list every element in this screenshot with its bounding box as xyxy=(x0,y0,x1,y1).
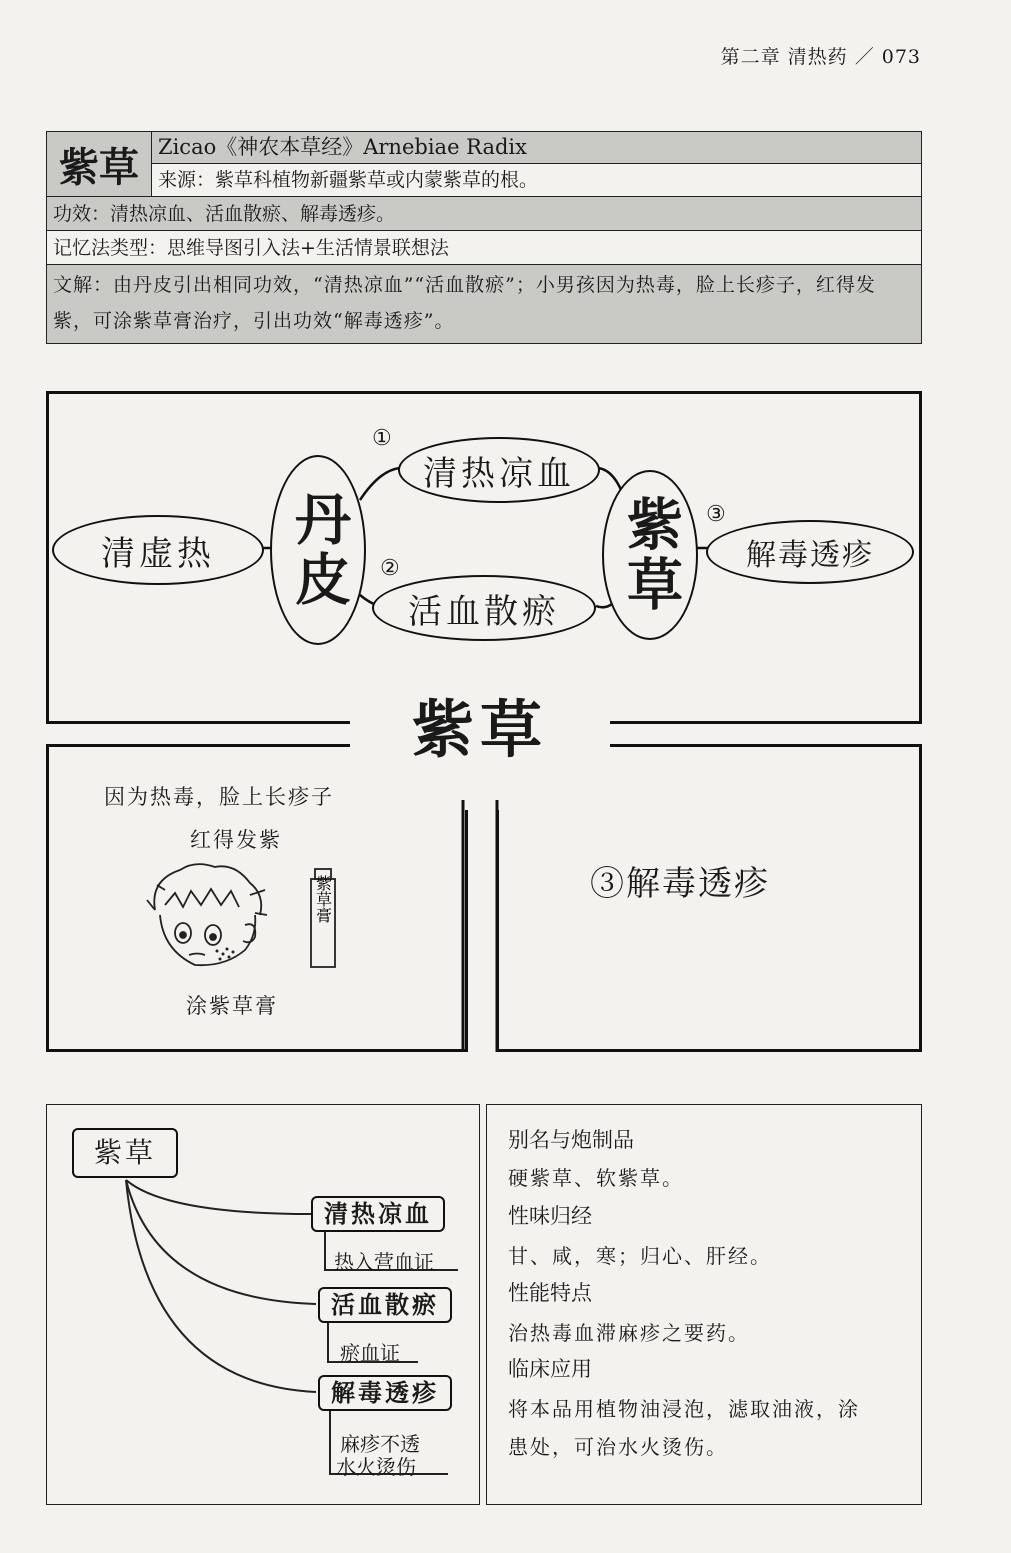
node-activate-blood: 活血散瘀 xyxy=(372,575,596,641)
ointment-tube-icon xyxy=(311,869,335,967)
note-body-clinical-1: 将本品用植物油浸泡，滤取油液，涂 xyxy=(508,1397,860,1421)
boy-with-ointment-illustration xyxy=(125,855,355,985)
efficacy-row: 功效：清热凉血、活血散瘀、解毒透疹。 xyxy=(47,196,921,230)
explanation-row: 文解：由丹皮引出相同功效，“清热凉血”“活血散瘀”；小男孩因为热毒，脸上长疹子，红得发紫，可涂紫草膏治疗，引出功效“解毒透疹”。 xyxy=(47,264,921,343)
node-danpi: 丹皮 xyxy=(270,455,366,645)
note-body-characteristics: 治热毒血滞麻疹之要药。 xyxy=(508,1321,750,1345)
tree-branch-2: 活血散瘀 xyxy=(318,1287,452,1323)
divider-lines xyxy=(455,800,505,1060)
story-line-1: 因为热毒，脸上长疹子 xyxy=(104,785,334,809)
note-heading-clinical: 临床应用 xyxy=(508,1357,592,1381)
note-body-alias: 硬紫草、软紫草。 xyxy=(508,1166,684,1190)
big-title: 紫草 xyxy=(411,693,548,766)
number-1: ① xyxy=(372,426,392,451)
number-3: ③ xyxy=(706,502,726,527)
herb-name: 紫草 xyxy=(47,132,152,196)
effect-3-label: ③解毒透疹 xyxy=(590,864,770,904)
memory-type-row: 记忆法类型：思维导图引入法+生活情景联想法 xyxy=(47,230,921,264)
tree-root: 紫草 xyxy=(72,1128,178,1178)
node-detox-rash: 解毒透疹 xyxy=(706,520,914,584)
number-2: ② xyxy=(380,556,400,581)
story-line-3: 涂紫草膏 xyxy=(186,994,278,1018)
node-clear-heat-cool-blood: 清热凉血 xyxy=(398,437,600,503)
page-header: 第二章 清热药 ／ 073 xyxy=(720,46,921,68)
tree-leaf-1: 热入营血证 xyxy=(334,1250,434,1274)
tree-leaf-2: 瘀血证 xyxy=(340,1341,400,1365)
mindmap-connectors xyxy=(0,0,1011,760)
tree-branch-3: 解毒透疹 xyxy=(318,1375,452,1411)
tube-label: 紫草膏 xyxy=(313,875,333,923)
note-body-nature: 甘、咸，寒；归心、肝经。 xyxy=(508,1244,772,1268)
node-clear-deficiency-heat: 清虚热 xyxy=(52,515,264,585)
tree-leaf-3b: 水火烫伤 xyxy=(336,1455,416,1479)
note-heading-nature: 性味归经 xyxy=(508,1204,592,1228)
tree-branch-1: 清热凉血 xyxy=(311,1196,445,1232)
source-text: 来源：紫草科植物新疆紫草或内蒙紫草的根。 xyxy=(152,164,921,196)
latin-name: Zicao《神农本草经》Arnebiae Radix xyxy=(152,132,921,164)
tree-leaf-3a: 麻疹不透 xyxy=(340,1432,420,1456)
boy-face-icon xyxy=(147,864,267,965)
note-heading-characteristics: 性能特点 xyxy=(508,1281,592,1305)
note-heading-alias: 别名与炮制品 xyxy=(508,1128,634,1152)
node-zicao: 紫草 xyxy=(602,470,698,640)
story-line-2: 红得发紫 xyxy=(190,828,282,852)
note-body-clinical-2: 患处，可治水火烫伤。 xyxy=(508,1435,728,1459)
